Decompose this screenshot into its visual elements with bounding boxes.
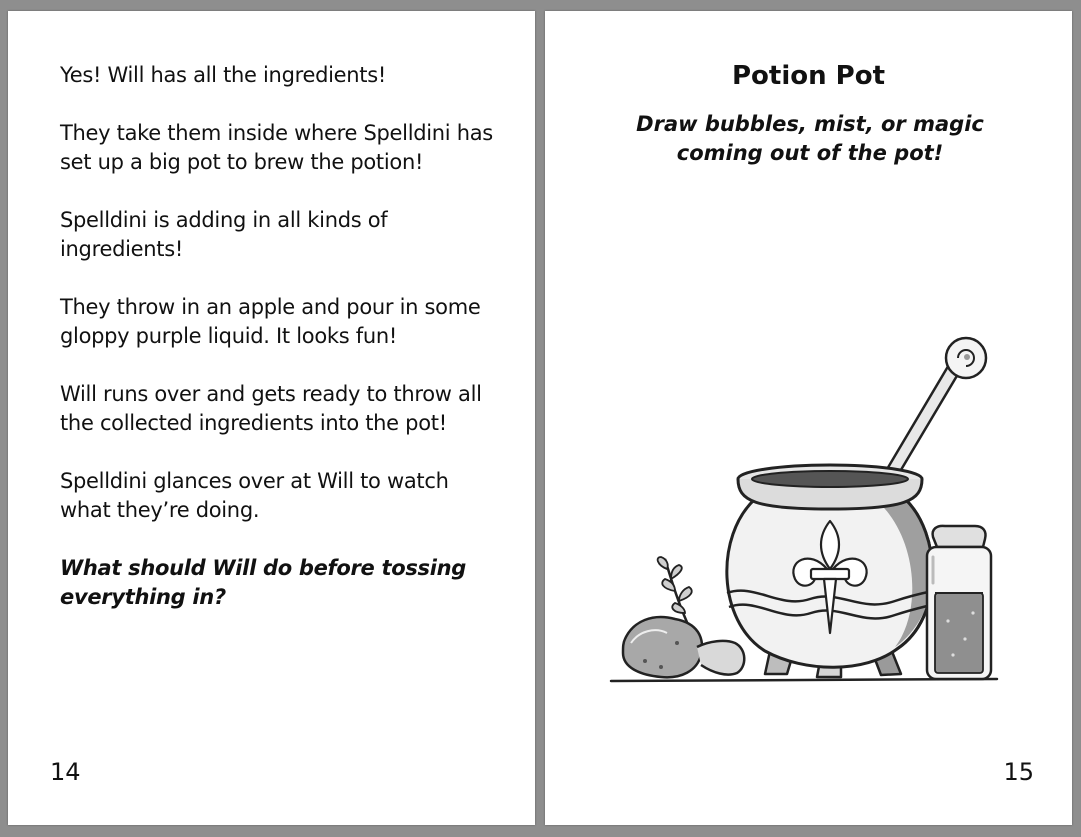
right-page xyxy=(545,11,1072,825)
cauldron-icon xyxy=(727,465,933,677)
page-title: Potion Pot xyxy=(731,61,886,91)
drawing-prompt-line-2: coming out of the pot! xyxy=(676,141,944,165)
page-number-right: 15 xyxy=(1003,758,1034,786)
story-paragraph-2: They take them inside where Spelldini has set up a big pot to brew the potion! xyxy=(60,121,493,174)
story-paragraph-3: Spelldini is adding in all kinds of ingredients! xyxy=(60,208,388,261)
drawing-prompt xyxy=(635,110,985,168)
story-paragraph-4: They throw in an apple and pour in some gloppy purple liquid. It looks fun! xyxy=(60,295,481,348)
page-number-left: 14 xyxy=(50,758,81,786)
potion-bottle-icon xyxy=(927,526,991,679)
story-paragraph-6: Spelldini glances over at Will to watch what they’re doing. xyxy=(60,469,449,522)
left-page xyxy=(8,11,535,825)
story-text xyxy=(60,61,500,641)
story-paragraph-5: Will runs over and gets ready to throw all the collected ingredients into the pot! xyxy=(60,382,482,435)
cauldron-illustration xyxy=(605,321,1005,691)
drawing-prompt-line-1: Draw bubbles, mist, or magic xyxy=(636,112,984,136)
story-paragraph-1: Yes! Will has all the ingredients! xyxy=(60,63,386,87)
story-question: What should Will do before tossing everything in? xyxy=(60,556,467,609)
spoon-icon xyxy=(880,338,986,485)
